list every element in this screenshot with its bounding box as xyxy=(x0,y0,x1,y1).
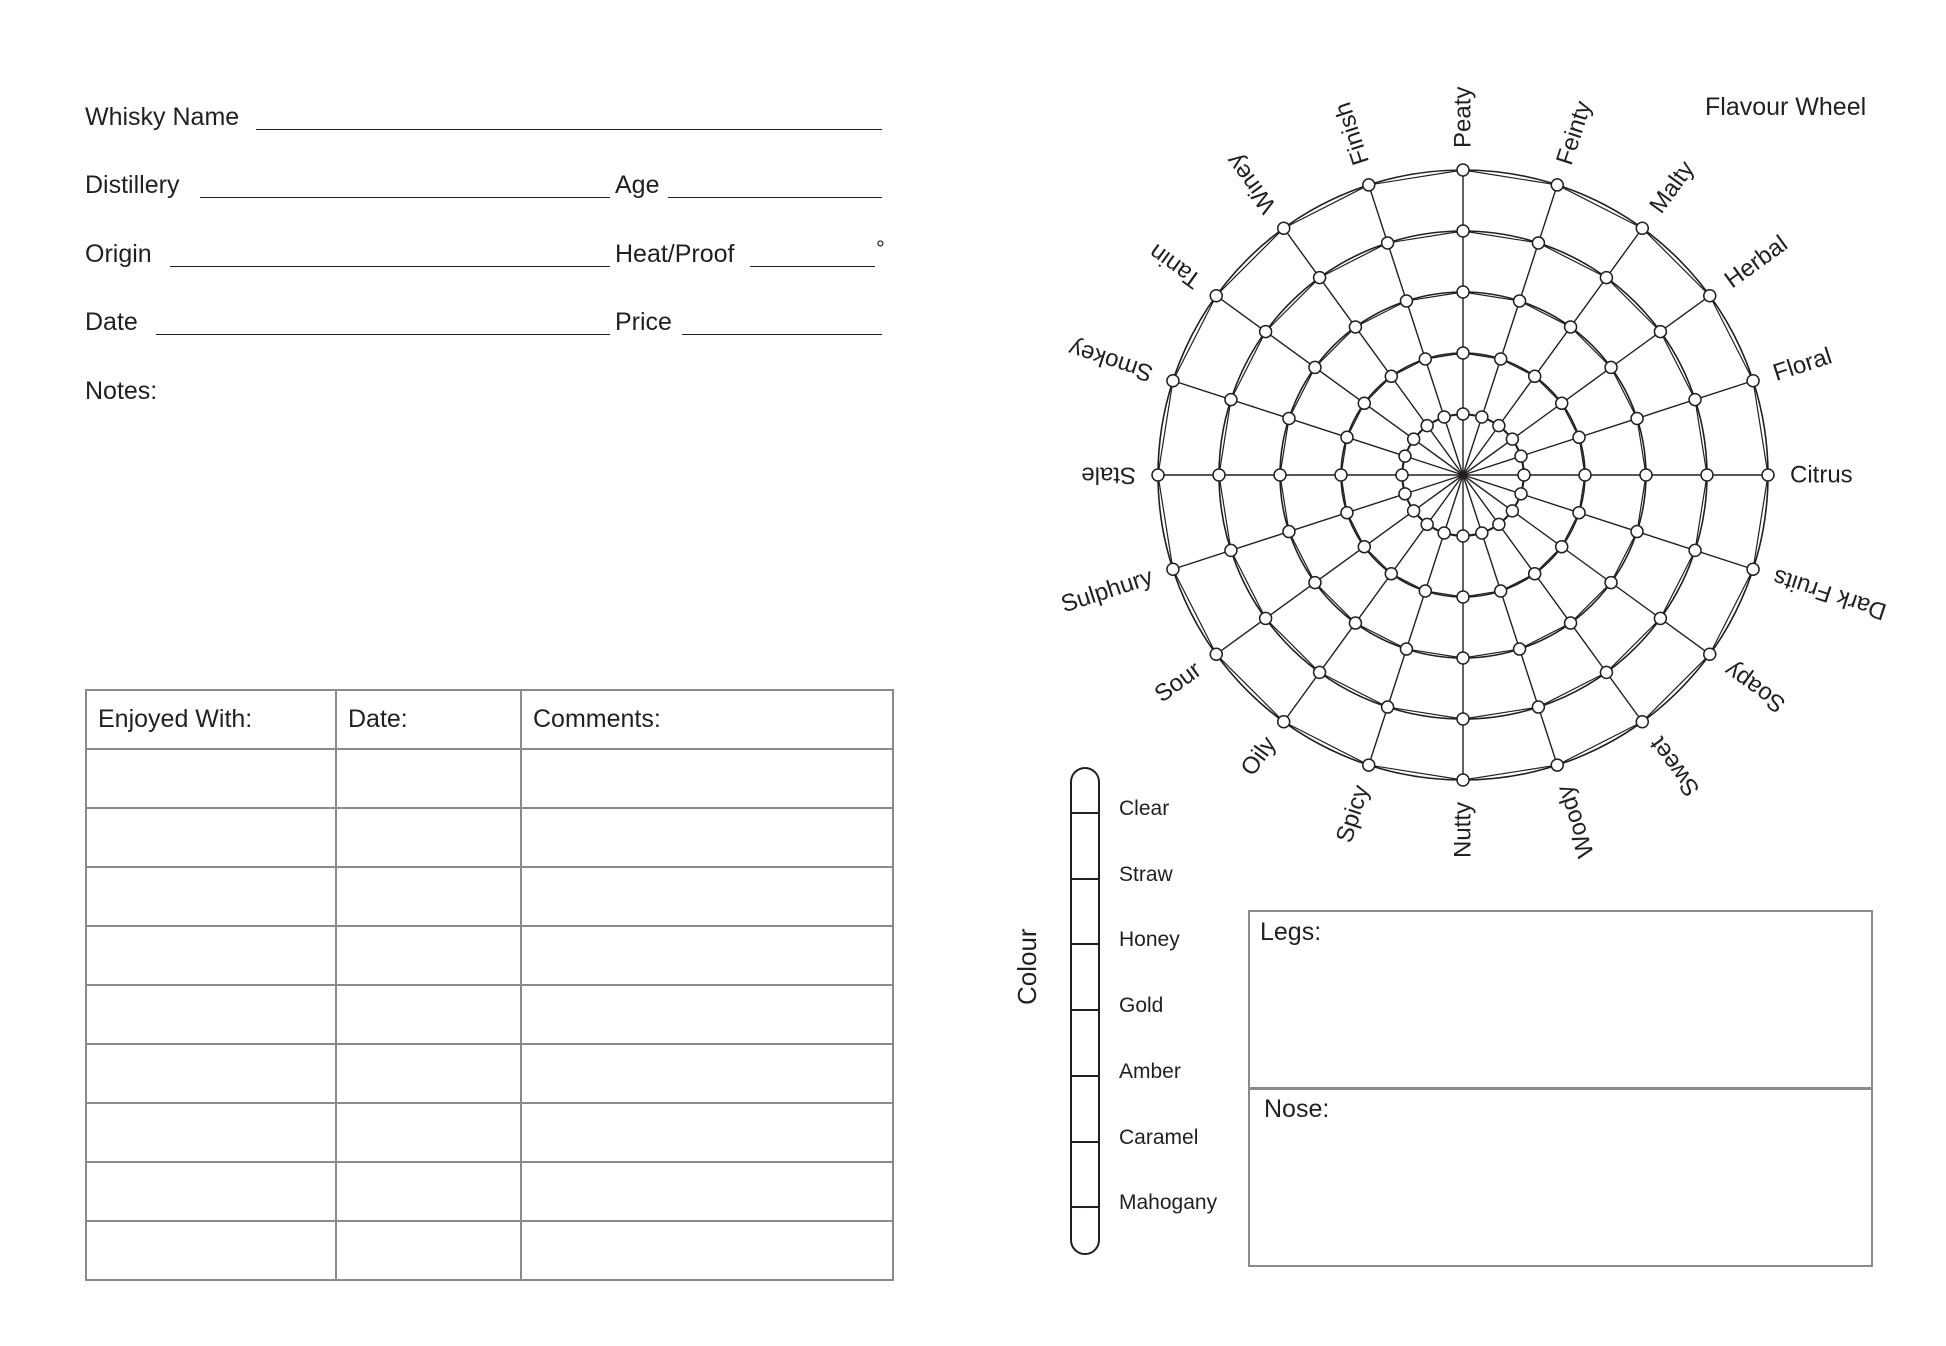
wheel-label-winey: Winey xyxy=(1220,148,1282,219)
wheel-node[interactable] xyxy=(1689,394,1701,406)
enjoyed-with-cell[interactable] xyxy=(86,926,336,985)
wheel-chord xyxy=(1463,707,1538,719)
colour-level-caramel: Caramel xyxy=(1119,1125,1199,1149)
wheel-node[interactable] xyxy=(1408,433,1420,445)
wheel-node[interactable] xyxy=(1457,591,1469,603)
colour-level-amber: Amber xyxy=(1119,1059,1181,1083)
comments-cell[interactable] xyxy=(521,1162,893,1221)
wheel-node[interactable] xyxy=(1438,527,1450,539)
wheel-node[interactable] xyxy=(1260,612,1272,624)
wheel-node[interactable] xyxy=(1399,450,1411,462)
wheel-node[interactable] xyxy=(1515,488,1527,500)
wheel-chord xyxy=(1571,583,1611,623)
wheel-label-feinty: Feinty xyxy=(1551,97,1598,169)
wheel-spoke xyxy=(1463,475,1710,654)
wheel-node[interactable] xyxy=(1518,469,1530,481)
wheel-chord xyxy=(1538,672,1606,707)
colour-tick[interactable] xyxy=(1070,1141,1100,1143)
wheel-node[interactable] xyxy=(1314,666,1326,678)
wheel-label-spicy: Spicy xyxy=(1330,781,1375,846)
wheel-chord xyxy=(1660,332,1695,400)
wheel-node[interactable] xyxy=(1438,411,1450,423)
wheel-node[interactable] xyxy=(1167,563,1179,575)
degree-symbol: ° xyxy=(876,236,885,261)
wheel-node[interactable] xyxy=(1605,361,1617,373)
wheel-node[interactable] xyxy=(1689,544,1701,556)
comments-cell[interactable] xyxy=(521,985,893,1044)
wheel-node[interactable] xyxy=(1495,353,1507,365)
enjoyed-log-table xyxy=(85,689,894,1281)
enjoyed-with-header: Enjoyed With: xyxy=(86,690,336,749)
comments-cell[interactable] xyxy=(521,808,893,867)
wheel-spoke xyxy=(1463,228,1642,475)
wheel-node[interactable] xyxy=(1551,179,1563,191)
price-field[interactable] xyxy=(682,334,882,335)
wheel-chord xyxy=(1320,243,1388,278)
wheel-label-peaty: Peaty xyxy=(1449,86,1477,148)
wheel-label-malty: Malty xyxy=(1644,156,1700,219)
wheel-node[interactable] xyxy=(1457,713,1469,725)
wheel-chord xyxy=(1355,301,1406,327)
colour-tick[interactable] xyxy=(1070,878,1100,880)
wheel-node[interactable] xyxy=(1385,370,1397,382)
wheel-chord xyxy=(1637,475,1646,532)
notes-area[interactable] xyxy=(80,410,890,670)
wheel-node[interactable] xyxy=(1532,701,1544,713)
age-field[interactable] xyxy=(668,197,882,198)
wheel-label-soapy: Soapy xyxy=(1719,656,1791,719)
wheel-chord xyxy=(1571,327,1611,367)
wheel-chord xyxy=(1463,765,1557,780)
wheel-node[interactable] xyxy=(1396,469,1408,481)
wheel-node[interactable] xyxy=(1385,568,1397,580)
wheel-node[interactable] xyxy=(1747,375,1759,387)
wheel-node[interactable] xyxy=(1476,527,1488,539)
wheel-chord xyxy=(1320,672,1388,707)
wheel-label-sulphury: Sulphury xyxy=(1057,563,1157,619)
wheel-node[interactable] xyxy=(1382,237,1394,249)
comments-cell[interactable] xyxy=(521,926,893,985)
wheel-node[interactable] xyxy=(1421,518,1433,530)
wheel-node[interactable] xyxy=(1701,469,1713,481)
comments-cell[interactable] xyxy=(521,867,893,926)
heat-proof-field[interactable] xyxy=(750,266,875,267)
wheel-node[interactable] xyxy=(1283,412,1295,424)
wheel-node[interactable] xyxy=(1747,563,1759,575)
wheel-chord xyxy=(1216,228,1283,295)
enjoyed-with-cell[interactable] xyxy=(86,1044,336,1103)
date-cell[interactable] xyxy=(336,1044,521,1103)
wheel-chord xyxy=(1710,569,1753,654)
flavour-wheel xyxy=(1040,70,1900,890)
wheel-node[interactable] xyxy=(1419,353,1431,365)
comments-cell[interactable] xyxy=(521,1044,893,1103)
wheel-chord xyxy=(1216,654,1283,721)
enjoyed-with-cell[interactable] xyxy=(86,749,336,808)
table-row xyxy=(86,1103,893,1162)
wheel-label-herbal: Herbal xyxy=(1719,230,1793,294)
wheel-spoke xyxy=(1173,381,1463,475)
wheel-spoke xyxy=(1369,475,1463,765)
enjoyed-with-cell[interactable] xyxy=(86,1221,336,1280)
wheel-chord xyxy=(1557,722,1642,765)
wheel-chord xyxy=(1463,170,1557,185)
distillery-label: Distillery xyxy=(85,171,180,199)
wheel-node[interactable] xyxy=(1636,716,1648,728)
wheel-node[interactable] xyxy=(1341,431,1353,443)
wheel-spoke xyxy=(1216,475,1463,654)
wheel-label-sour: Sour xyxy=(1149,656,1207,708)
nose-label: Nose: xyxy=(1264,1095,1330,1123)
wheel-node[interactable] xyxy=(1556,541,1568,553)
wheel-node[interactable] xyxy=(1210,648,1222,660)
colour-level-gold: Gold xyxy=(1119,994,1164,1018)
whisky-name-label: Whisky Name xyxy=(85,103,240,131)
wheel-spoke xyxy=(1463,296,1710,475)
wheel-label-tanin: Tanin xyxy=(1144,238,1207,294)
wheel-node[interactable] xyxy=(1400,295,1412,307)
wheel-chord xyxy=(1606,618,1660,672)
wheel-node[interactable] xyxy=(1363,179,1375,191)
wheel-chord xyxy=(1406,292,1463,301)
wheel-spoke xyxy=(1463,381,1753,475)
wheel-chord xyxy=(1520,301,1571,327)
date-cell[interactable] xyxy=(336,867,521,926)
wheel-chord xyxy=(1660,550,1695,618)
wheel-chord xyxy=(1219,400,1231,475)
nose-box[interactable] xyxy=(1248,1087,1873,1267)
wheel-node[interactable] xyxy=(1335,469,1347,481)
wheel-chord xyxy=(1642,228,1709,295)
wheel-chord xyxy=(1406,649,1463,658)
wheel-chord xyxy=(1753,381,1768,475)
wheel-node[interactable] xyxy=(1457,774,1469,786)
wheel-node[interactable] xyxy=(1600,272,1612,284)
wheel-chord xyxy=(1284,722,1369,765)
wheel-node[interactable] xyxy=(1529,568,1541,580)
wheel-node[interactable] xyxy=(1213,469,1225,481)
wheel-node[interactable] xyxy=(1762,469,1774,481)
wheel-chord xyxy=(1463,231,1538,243)
wheel-node[interactable] xyxy=(1514,295,1526,307)
wheel-label-smokey: Smokey xyxy=(1065,334,1157,387)
wheel-spoke xyxy=(1216,296,1463,475)
wheel-chord xyxy=(1642,654,1709,721)
wheel-node[interactable] xyxy=(1399,488,1411,500)
date-cell[interactable] xyxy=(336,1221,521,1280)
wheel-chord xyxy=(1369,765,1463,780)
wheel-node[interactable] xyxy=(1457,164,1469,176)
wheel-node[interactable] xyxy=(1457,652,1469,664)
wheel-spoke xyxy=(1463,475,1642,722)
wheel-label-finish: Finish xyxy=(1329,98,1375,169)
wheel-node[interactable] xyxy=(1654,612,1666,624)
wheel-chord xyxy=(1280,418,1289,475)
wheel-node[interactable] xyxy=(1260,326,1272,338)
wheel-chord xyxy=(1611,367,1637,418)
wheel-spoke xyxy=(1173,475,1463,569)
wheel-node[interactable] xyxy=(1556,397,1568,409)
wheel-node[interactable] xyxy=(1349,321,1361,333)
wheel-node[interactable] xyxy=(1605,577,1617,589)
wheel-chord xyxy=(1695,475,1707,550)
wheel-node[interactable] xyxy=(1529,370,1541,382)
wheel-node[interactable] xyxy=(1565,617,1577,629)
origin-label: Origin xyxy=(85,240,152,268)
wheel-node[interactable] xyxy=(1640,469,1652,481)
origin-field[interactable] xyxy=(170,266,610,267)
wheel-chord xyxy=(1606,278,1660,332)
wheel-node[interactable] xyxy=(1704,290,1716,302)
wheel-chord xyxy=(1557,185,1642,228)
wheel-node[interactable] xyxy=(1565,321,1577,333)
table-row xyxy=(86,1044,893,1103)
age-label: Age xyxy=(615,171,660,199)
price-label: Price xyxy=(615,308,672,336)
whisky-name-field[interactable] xyxy=(256,129,882,130)
wheel-node[interactable] xyxy=(1419,585,1431,597)
wheel-node[interactable] xyxy=(1506,505,1518,517)
wheel-chord xyxy=(1173,569,1216,654)
wheel-label-sweet: Sweet xyxy=(1644,731,1706,802)
wheel-chord xyxy=(1355,623,1406,649)
wheel-label-stale: Stale xyxy=(1081,461,1136,489)
date-cell[interactable] xyxy=(336,1103,521,1162)
wheel-chord xyxy=(1520,623,1571,649)
wheel-spoke xyxy=(1463,475,1557,765)
wheel-chord xyxy=(1388,707,1463,719)
wheel-node[interactable] xyxy=(1278,222,1290,234)
legs-box[interactable] xyxy=(1248,910,1873,1090)
wheel-node[interactable] xyxy=(1506,433,1518,445)
table-body xyxy=(86,749,893,1280)
date-field[interactable] xyxy=(156,334,610,335)
wheel-label-nutty: Nutty xyxy=(1449,802,1477,859)
wheel-chord xyxy=(1388,231,1463,243)
wheel-node[interactable] xyxy=(1349,617,1361,629)
date-cell[interactable] xyxy=(336,749,521,808)
colour-level-clear: Clear xyxy=(1119,797,1170,820)
wheel-spoke xyxy=(1463,185,1557,475)
wheel-chord xyxy=(1315,327,1355,367)
comments-cell[interactable] xyxy=(521,1221,893,1280)
distillery-field[interactable] xyxy=(200,197,610,198)
wheel-node[interactable] xyxy=(1704,648,1716,660)
comments-header: Comments: xyxy=(521,690,893,749)
colour-tick[interactable] xyxy=(1070,943,1100,945)
wheel-node[interactable] xyxy=(1225,394,1237,406)
wheel-node[interactable] xyxy=(1476,411,1488,423)
colour-axis-label: Colour xyxy=(1012,928,1042,1005)
wheel-node[interactable] xyxy=(1167,375,1179,387)
wheel-label-oily: Oily xyxy=(1235,731,1282,781)
wheel-label-floral: Floral xyxy=(1769,342,1836,387)
flavour-wheel-title: Flavour Wheel xyxy=(1705,93,1867,121)
comments-cell[interactable] xyxy=(521,749,893,808)
wheel-node[interactable] xyxy=(1636,222,1648,234)
wheel-node[interactable] xyxy=(1358,397,1370,409)
colour-tick[interactable] xyxy=(1070,1009,1100,1011)
wheel-node[interactable] xyxy=(1551,759,1563,771)
wheel-node[interactable] xyxy=(1457,347,1469,359)
wheel-spoke xyxy=(1284,228,1463,475)
wheel-node[interactable] xyxy=(1358,541,1370,553)
wheel-node[interactable] xyxy=(1274,469,1286,481)
wheel-chord xyxy=(1280,475,1289,532)
legs-label: Legs: xyxy=(1260,918,1322,946)
colour-level-honey: Honey xyxy=(1119,928,1180,952)
wheel-node[interactable] xyxy=(1493,420,1505,432)
wheel-chord xyxy=(1463,649,1520,658)
wheel-chord xyxy=(1266,278,1320,332)
wheel-node[interactable] xyxy=(1309,577,1321,589)
enjoyed-with-cell[interactable] xyxy=(86,808,336,867)
notes-label: Notes: xyxy=(85,377,158,405)
wheel-chord xyxy=(1463,292,1520,301)
colour-tick[interactable] xyxy=(1070,1206,1100,1208)
date-label: Date xyxy=(85,308,138,336)
table-row xyxy=(86,1162,893,1221)
wheel-chord xyxy=(1637,418,1646,475)
wheel-chord xyxy=(1231,332,1266,400)
enjoyed-with-cell[interactable] xyxy=(86,1162,336,1221)
wheel-chord xyxy=(1158,475,1173,569)
wheel-node[interactable] xyxy=(1421,420,1433,432)
wheel-chord xyxy=(1710,296,1753,381)
wheel-chord xyxy=(1315,583,1355,623)
enjoyed-with-cell[interactable] xyxy=(86,1103,336,1162)
wheel-label-woody: Woody xyxy=(1551,781,1600,861)
wheel-chord xyxy=(1289,367,1315,418)
colour-tick[interactable] xyxy=(1070,812,1100,814)
wheel-node[interactable] xyxy=(1457,286,1469,298)
wheel-spoke xyxy=(1369,185,1463,475)
colour-tick[interactable] xyxy=(1070,1075,1100,1077)
wheel-label-dark-fruits: Dark Fruits xyxy=(1769,563,1890,626)
wheel-node[interactable] xyxy=(1532,237,1544,249)
colour-level-straw: Straw xyxy=(1119,862,1173,886)
wheel-node[interactable] xyxy=(1495,585,1507,597)
date-cell[interactable] xyxy=(336,926,521,985)
wheel-chord xyxy=(1284,185,1369,228)
enjoyed-with-cell[interactable] xyxy=(86,985,336,1044)
wheel-spoke xyxy=(1284,475,1463,722)
wheel-chord xyxy=(1289,532,1315,583)
wheel-chord xyxy=(1695,400,1707,475)
wheel-chord xyxy=(1219,475,1231,550)
table-row xyxy=(86,749,893,808)
wheel-node[interactable] xyxy=(1631,526,1643,538)
wheel-node[interactable] xyxy=(1408,505,1420,517)
wheel-node[interactable] xyxy=(1573,507,1585,519)
wheel-spoke xyxy=(1463,475,1753,569)
wheel-node[interactable] xyxy=(1382,701,1394,713)
date-header: Date: xyxy=(336,690,521,749)
wheel-node[interactable] xyxy=(1514,643,1526,655)
table-row xyxy=(86,808,893,867)
wheel-node[interactable] xyxy=(1341,507,1353,519)
wheel-node[interactable] xyxy=(1579,469,1591,481)
wheel-node[interactable] xyxy=(1309,361,1321,373)
wheel-node[interactable] xyxy=(1457,225,1469,237)
wheel-node[interactable] xyxy=(1631,412,1643,424)
wheel-node[interactable] xyxy=(1493,518,1505,530)
date-cell[interactable] xyxy=(336,808,521,867)
wheel-node[interactable] xyxy=(1283,526,1295,538)
colour-level-mahogany: Mahogany xyxy=(1119,1191,1218,1215)
wheel-chord xyxy=(1753,475,1768,569)
wheel-chord xyxy=(1266,618,1320,672)
wheel-node[interactable] xyxy=(1654,326,1666,338)
wheel-node[interactable] xyxy=(1600,666,1612,678)
wheel-node[interactable] xyxy=(1400,643,1412,655)
date-cell[interactable] xyxy=(336,985,521,1044)
date-cell[interactable] xyxy=(336,1162,521,1221)
wheel-chord xyxy=(1158,381,1173,475)
table-header-row xyxy=(86,690,893,749)
wheel-chord xyxy=(1231,550,1266,618)
wheel-chord xyxy=(1369,170,1463,185)
wheel-node[interactable] xyxy=(1515,450,1527,462)
wheel-chord xyxy=(1538,243,1606,278)
wheel-node[interactable] xyxy=(1573,431,1585,443)
wheel-node[interactable] xyxy=(1457,530,1469,542)
wheel-node[interactable] xyxy=(1225,544,1237,556)
table-row xyxy=(86,1221,893,1280)
wheel-label-citrus: Citrus xyxy=(1790,461,1853,489)
table-row xyxy=(86,926,893,985)
wheel-chord xyxy=(1611,532,1637,583)
table-row xyxy=(86,985,893,1044)
wheel-node[interactable] xyxy=(1278,716,1290,728)
enjoyed-with-cell[interactable] xyxy=(86,867,336,926)
heat-proof-label: Heat/Proof xyxy=(615,240,735,268)
wheel-node[interactable] xyxy=(1152,469,1164,481)
wheel-node[interactable] xyxy=(1363,759,1375,771)
wheel-node[interactable] xyxy=(1210,290,1222,302)
table-row xyxy=(86,867,893,926)
wheel-node[interactable] xyxy=(1457,408,1469,420)
wheel-chord xyxy=(1173,296,1216,381)
comments-cell[interactable] xyxy=(521,1103,893,1162)
wheel-node[interactable] xyxy=(1314,272,1326,284)
